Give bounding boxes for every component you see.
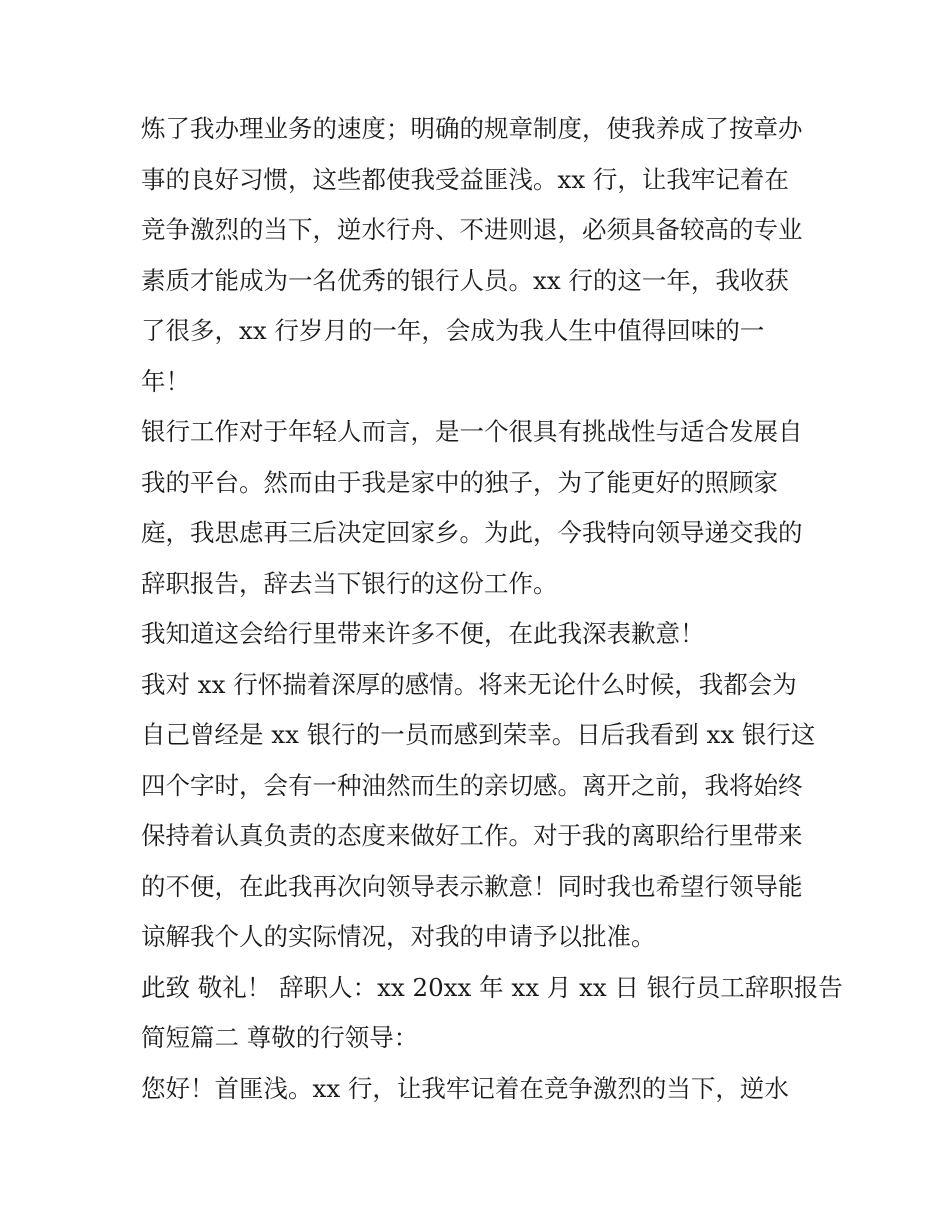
text-line: 了很多，xx 行岁月的一年，会成为我人生中值得回味的一 <box>141 316 765 345</box>
text-line: 我的平台。然而由于我是家中的独子，为了能更好的照顾家 <box>141 467 778 497</box>
text-line: 年！ <box>141 366 190 396</box>
text-line: 竞争激烈的当下，逆水行舟、不进则退，必须具备较高的专业 <box>141 215 803 244</box>
text-line: 庭，我思虑再三后决定回家乡。为此，今我特向领导递交我的 <box>141 518 803 547</box>
text-line: 保持着认真负责的态度来做好工作。对于我的离职给行里带来 <box>141 821 803 850</box>
document-body <box>141 104 843 1114</box>
text-line: 此致 敬礼！ 辞职人：xx 20xx 年 xx 月 xx 日 银行员工辞职报告 <box>141 972 843 1002</box>
text-line: 的不便，在此我再次向领导表示歉意！同时我也希望行领导能 <box>141 871 803 901</box>
text-line: 您好！首匪浅。xx 行，让我牢记着在竞争激烈的当下，逆水 <box>141 1073 789 1103</box>
text-line: 辞职报告，辞去当下银行的这份工作。 <box>141 568 558 598</box>
text-line: 素质才能成为一名优秀的银行人员。xx 行的这一年，我收获 <box>141 265 789 295</box>
text-line: 简短篇二 尊敬的行领导： <box>141 1023 419 1052</box>
text-line: 银行工作对于年轻人而言，是一个很具有挑战性与适合发展自 <box>141 417 803 446</box>
text-line: 我知道这会给行里带来许多不便，在此我深表歉意！ <box>141 619 705 648</box>
text-line: 事的良好习惯，这些都使我受益匪浅。xx 行，让我牢记着在 <box>141 164 789 194</box>
text-line: 四个字时，会有一种油然而生的亲切感。离开之前，我将始终 <box>141 770 803 800</box>
text-line: 自己曾经是 xx 银行的一员而感到荣幸。日后我看到 xx 银行这 <box>141 720 816 749</box>
text-line: 炼了我办理业务的速度；明确的规章制度，使我养成了按章办 <box>141 114 803 143</box>
text-line: 谅解我个人的实际情况，对我的申请予以批准。 <box>141 922 656 951</box>
text-line: 我对 xx 行怀揣着深厚的感情。将来无论什么时候，我都会为 <box>141 669 797 699</box>
